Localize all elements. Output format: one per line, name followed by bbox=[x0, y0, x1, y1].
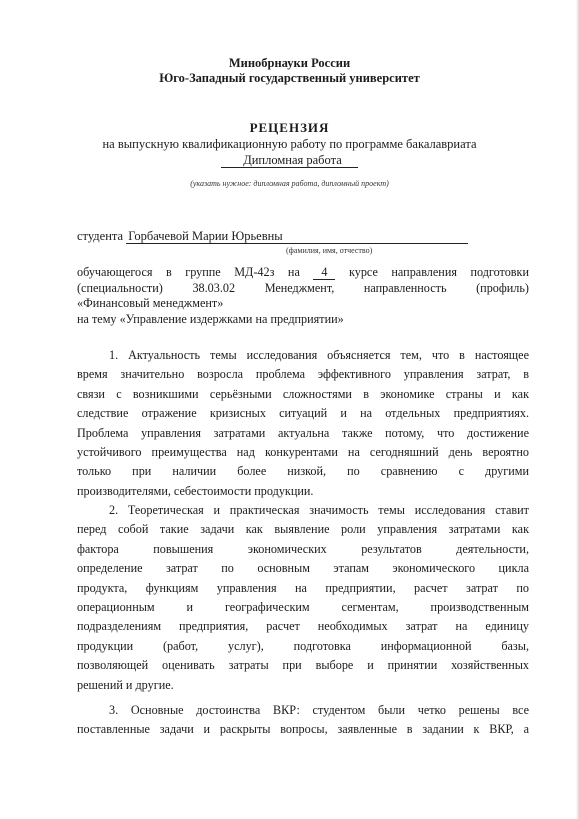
p3-line: поставленные задачи и раскрыты вопросы, заявленные в задании к ВКР, а bbox=[77, 722, 529, 737]
p2-line: продукта, функциям управления на предприятии, расчет затрат по bbox=[77, 580, 529, 595]
p2-line: позволяющей оценивать затраты при выборе и принятии хозяйственных bbox=[77, 658, 529, 673]
paragraph-3 bbox=[77, 701, 529, 740]
review-subtitle: на выпускную квалификационную работу по программе бакалавриата bbox=[102, 137, 477, 151]
p1-line: 1. Актуальность темы исследования объясняется тем, что в настоящее bbox=[109, 348, 529, 362]
p3-line: 3. Основные достоинства ВКР: студентом были четко решены все bbox=[109, 703, 529, 717]
paragraph-1 bbox=[77, 346, 529, 501]
p2-line: определение затрат по основным этапам экономического цикла bbox=[77, 561, 529, 576]
p1-line: только при наличии более низкой, по сравнению с другими bbox=[77, 464, 529, 479]
p2-line: решений и другие. bbox=[77, 677, 174, 692]
university-heading: Юго-Западный государственный университет bbox=[159, 71, 420, 85]
course-number: 4 bbox=[313, 266, 335, 280]
work-type-value: Дипломная работа bbox=[221, 153, 358, 168]
p1-line: устойчивого преимущества над конкурентами на сегодняшний день вероятно bbox=[77, 444, 529, 459]
group-line-4: на тему «Управление издержками на предприятии» bbox=[77, 311, 344, 326]
p1-line: связи с возникшими серьёзными сложностями в экономике страны и как bbox=[77, 386, 529, 401]
work-type-hint: (указать нужное: дипломная работа, дипломный проект) bbox=[190, 179, 389, 188]
p2-line: операционным и географическим сегментам, производственным bbox=[77, 599, 529, 614]
paragraph-2 bbox=[77, 501, 529, 695]
group-info-block bbox=[77, 265, 529, 327]
p2-line: продукции (работ, услуг), подготовка информационной базы, bbox=[77, 638, 529, 653]
group-line-1-text: обучающегося в группе МД-42з на bbox=[77, 265, 300, 279]
group-line-1-tail: курсе направления подготовки bbox=[349, 265, 529, 279]
p1-line: производителями, себестоимости продукции. bbox=[77, 483, 314, 498]
p1-line: Проблема управления затратами актуальна также потому, что достижение bbox=[77, 425, 529, 440]
student-label: студента bbox=[77, 229, 124, 243]
review-title: РЕЦЕНЗИЯ bbox=[249, 120, 330, 135]
work-type-row bbox=[0, 153, 579, 168]
p1-line: время значительно возросла проблема эффективного управления затрат, в bbox=[77, 367, 529, 382]
p1-line: следствие отражение кризисных ситуаций и на отдельных предприятиях. bbox=[77, 406, 529, 421]
p2-line: перед собой такие задачи как выявление роли управления затратами как bbox=[77, 522, 529, 537]
p2-line: 2. Теоретическая и практическая значимость темы исследования ставит bbox=[109, 503, 529, 517]
group-line-1 bbox=[77, 265, 529, 281]
p2-line: фактора повышения экономических результатов деятельности, bbox=[77, 541, 529, 556]
student-row bbox=[77, 229, 525, 244]
ministry-heading: Минобрнауки России bbox=[228, 56, 351, 70]
student-name: Горбачевой Марии Юрьевны bbox=[126, 229, 468, 244]
p2-line: подразделениям предприятия, расчет необходимых затрат на единицу bbox=[77, 619, 529, 634]
group-line-3: «Финансовый менеджмент» bbox=[77, 296, 224, 311]
group-line-2: (специальности) 38.03.02 Менеджмент, направленность (профиль) bbox=[77, 280, 529, 295]
student-name-hint: (фамилия, имя, отчество) bbox=[286, 246, 373, 255]
